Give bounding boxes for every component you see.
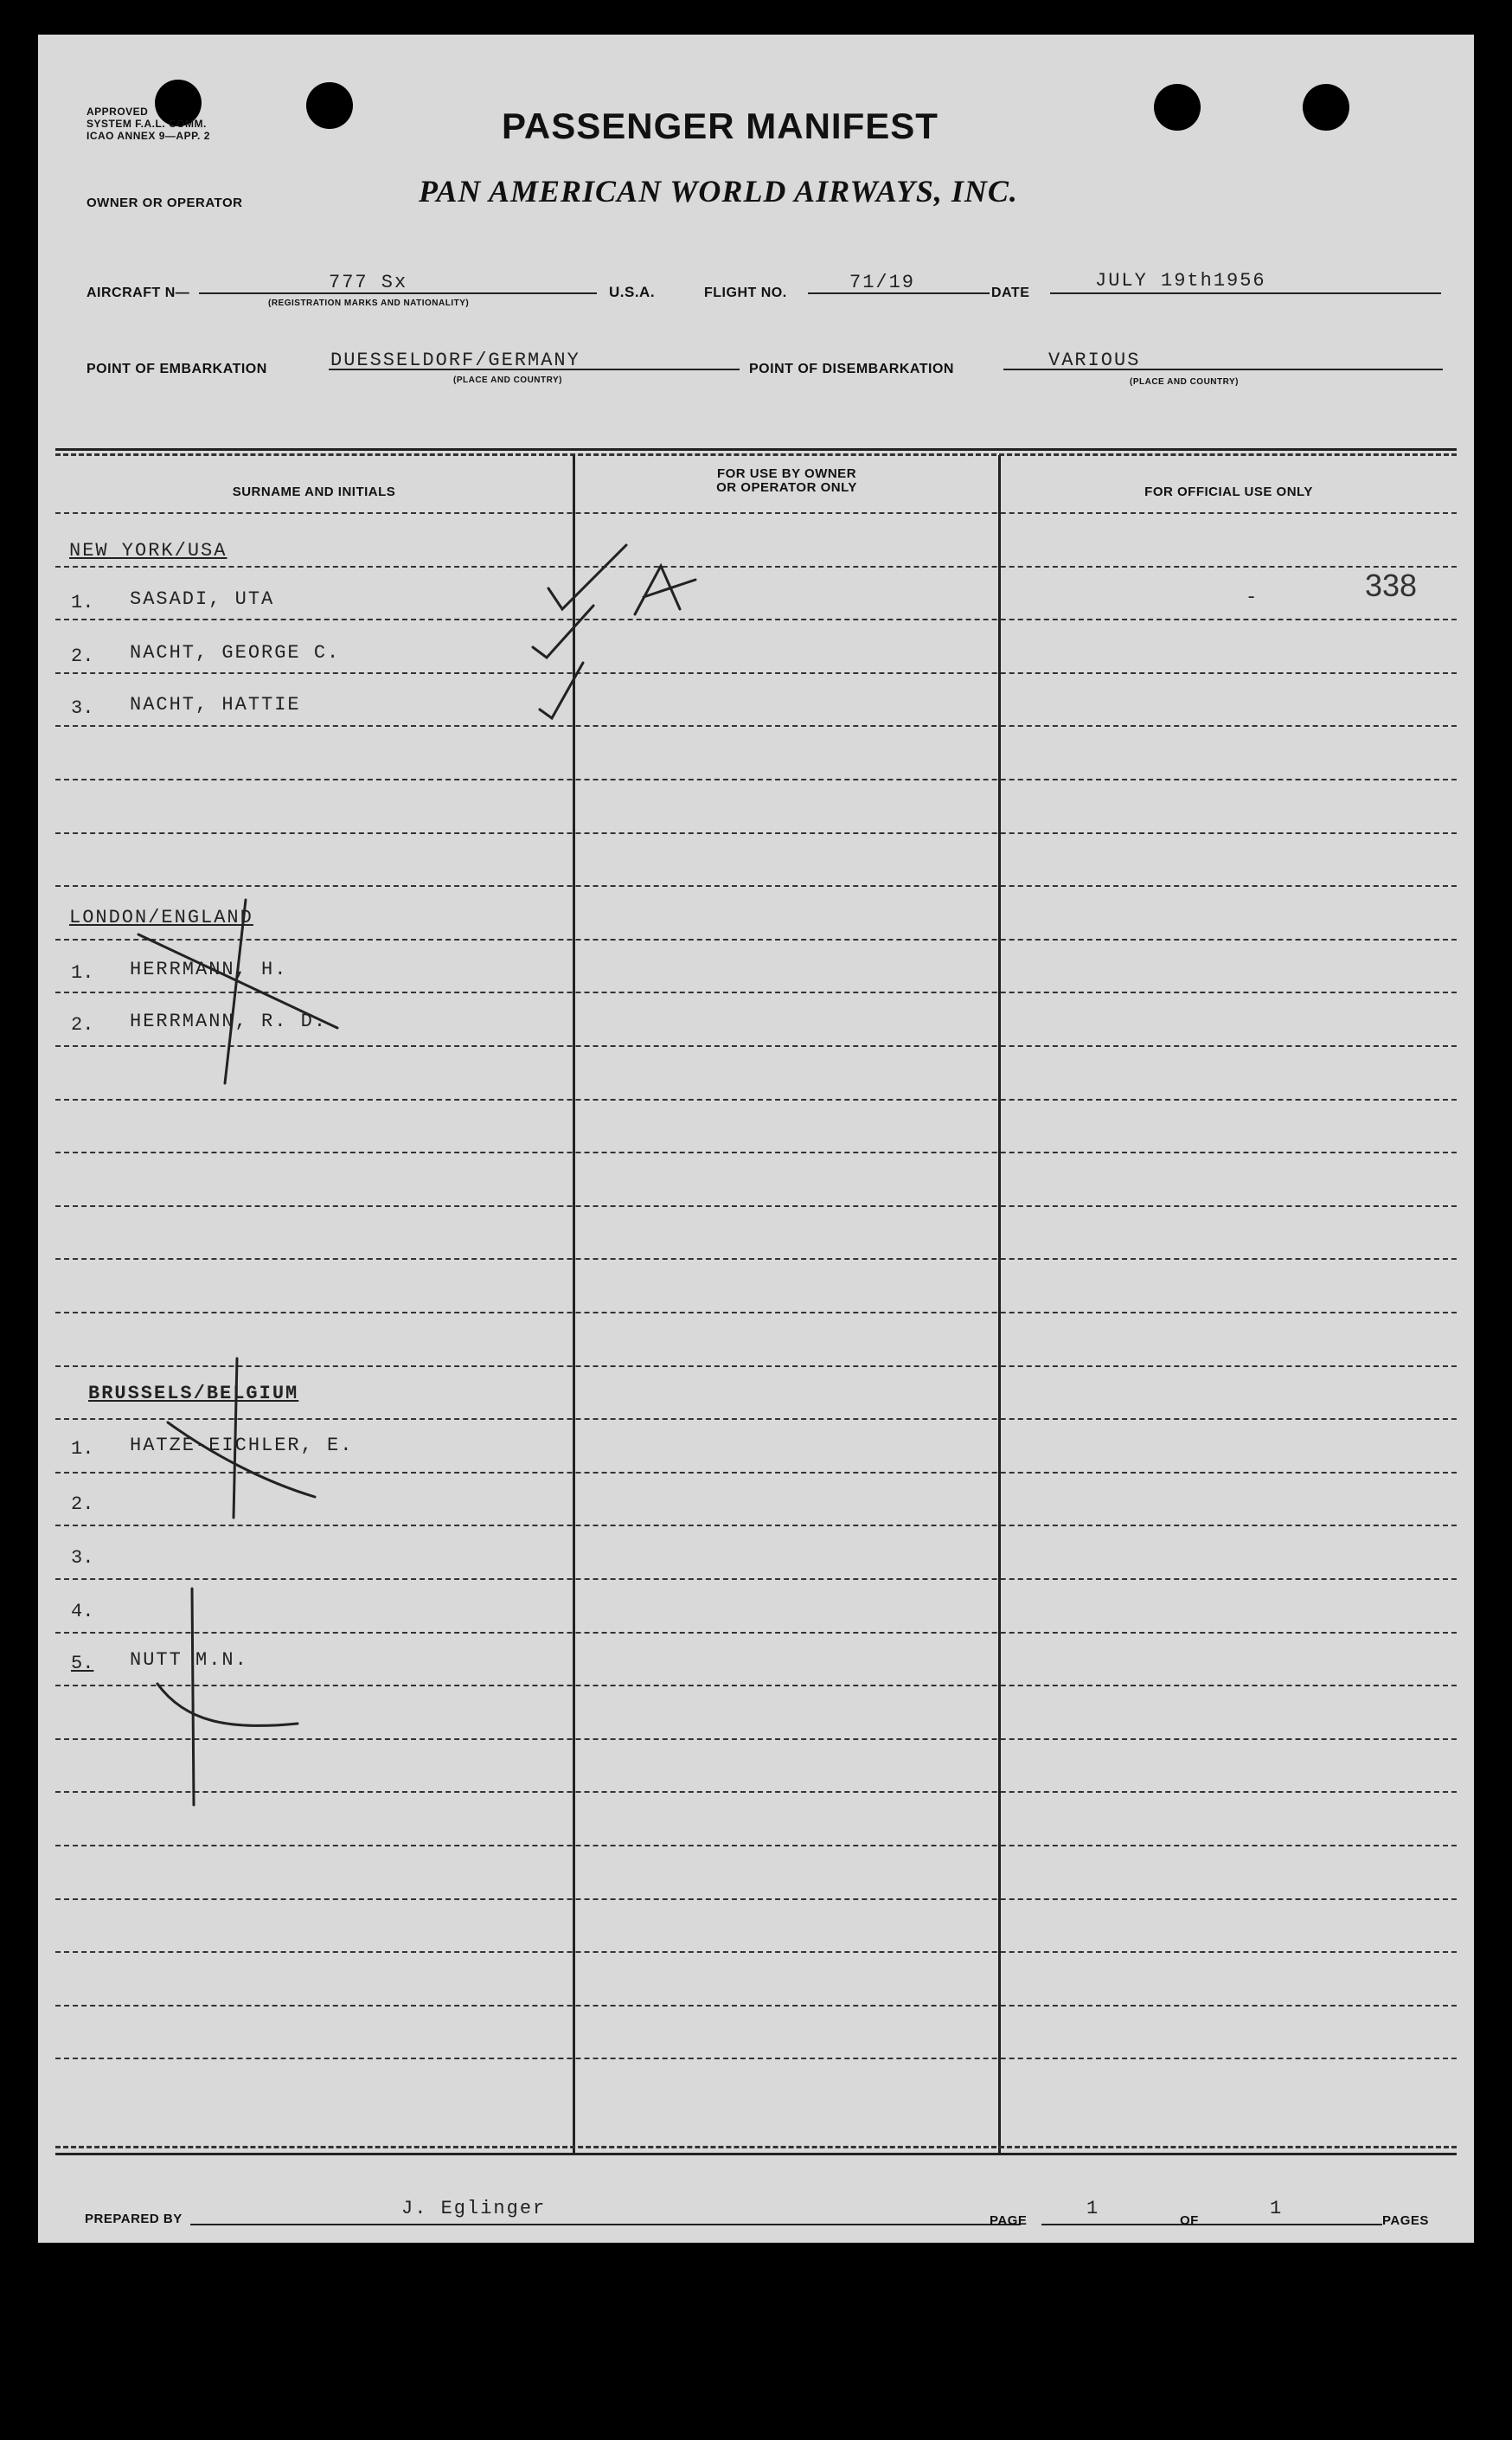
owner-label: OWNER OR OPERATOR xyxy=(86,196,243,210)
passenger-name: SASADI, UTA xyxy=(130,588,275,610)
page-label: PAGE xyxy=(990,2213,1028,2228)
passenger-number: 2. xyxy=(71,645,94,667)
page-title: PASSENGER MANIFEST xyxy=(502,106,939,146)
passenger-number: 2. xyxy=(71,1493,94,1515)
passenger-number: 1. xyxy=(71,962,94,984)
passenger-number: 3. xyxy=(71,1547,94,1569)
passenger-name: NACHT, GEORGE C. xyxy=(130,642,341,664)
disembark-sublabel: (PLACE AND COUNTRY) xyxy=(1130,377,1239,387)
aircraft-value: 777 Sx xyxy=(329,272,408,293)
handwritten-marks xyxy=(38,35,1474,2243)
check-mark-icon xyxy=(533,606,593,658)
official-count: 338 xyxy=(1365,568,1418,603)
embark-label: POINT OF EMBARKATION xyxy=(86,362,267,376)
group-destination: LONDON/ENGLAND xyxy=(69,907,253,928)
prepared-label: PREPARED BY xyxy=(85,2212,183,2226)
passenger-name: HATZE-EICHLER, E. xyxy=(130,1435,354,1456)
group-destination: BRUSSELS/BELGIUM xyxy=(88,1383,299,1404)
passenger-name: HERRMANN, H. xyxy=(130,959,288,980)
strike-mark-icon xyxy=(168,1422,315,1497)
strike-mark-icon xyxy=(192,1589,194,1805)
flight-label: FLIGHT NO. xyxy=(704,286,787,300)
strike-mark-icon xyxy=(234,1358,237,1518)
embark-sublabel: (PLACE AND COUNTRY) xyxy=(453,376,562,385)
strike-mark-icon xyxy=(157,1684,298,1726)
pages-label: PAGES xyxy=(1382,2213,1429,2228)
flight-value: 71/19 xyxy=(849,272,916,293)
group-destination: NEW YORK/USA xyxy=(69,540,227,562)
of-label: OF xyxy=(1180,2213,1199,2228)
passenger-number: 1. xyxy=(71,1438,94,1460)
table-bottom-rule xyxy=(55,2146,1457,2148)
passenger-number: 5. xyxy=(71,1653,94,1674)
date-value: JULY 19th1956 xyxy=(1095,270,1266,292)
official-dash: - xyxy=(1246,587,1259,608)
passenger-name: HERRMANN, R. D. xyxy=(130,1011,328,1032)
disembark-value: VARIOUS xyxy=(1048,350,1141,371)
column-header-surname: SURNAME AND INITIALS xyxy=(232,485,396,499)
owner-use-line1: FOR USE BY OWNER xyxy=(716,466,857,481)
owner-use-line2: OR OPERATOR ONLY xyxy=(716,480,857,495)
strike-mark-icon xyxy=(225,900,246,1083)
aircraft-sublabel: (REGISTRATION MARKS AND NATIONALITY) xyxy=(268,299,470,308)
aircraft-label: AIRCRAFT N— xyxy=(86,286,190,300)
passenger-number: 1. xyxy=(71,592,94,613)
manifest-sheet xyxy=(38,35,1474,2243)
owner-value: PAN AMERICAN WORLD AIRWAYS, INC. xyxy=(419,174,1018,209)
passenger-number: 4. xyxy=(71,1601,94,1622)
disembark-label: POINT OF DISEMBARKATION xyxy=(749,362,954,376)
passenger-number: 2. xyxy=(71,1014,94,1036)
approval-line3: ICAO ANNEX 9—APP. 2 xyxy=(86,130,210,142)
of-value: 1 xyxy=(1270,2198,1284,2219)
handwritten-a-icon xyxy=(635,566,695,614)
prepared-value: J. Eglinger xyxy=(401,2198,547,2219)
passenger-number: 3. xyxy=(71,697,94,719)
embark-value: DUESSELDORF/GERMANY xyxy=(330,350,580,371)
page-value: 1 xyxy=(1086,2198,1100,2219)
check-mark-icon xyxy=(540,663,583,718)
strike-mark-icon xyxy=(138,934,337,1028)
approval-line1: APPROVED xyxy=(86,106,149,118)
check-mark-icon xyxy=(548,545,626,609)
approval-line2: SYSTEM F.A.L. COMM. xyxy=(86,118,207,130)
date-label: DATE xyxy=(991,286,1030,300)
nationality: U.S.A. xyxy=(609,284,656,300)
column-header-official: FOR OFFICIAL USE ONLY xyxy=(1144,485,1313,499)
passenger-name: NUTT M.N. xyxy=(130,1649,248,1671)
passenger-name: NACHT, HATTIE xyxy=(130,694,301,716)
